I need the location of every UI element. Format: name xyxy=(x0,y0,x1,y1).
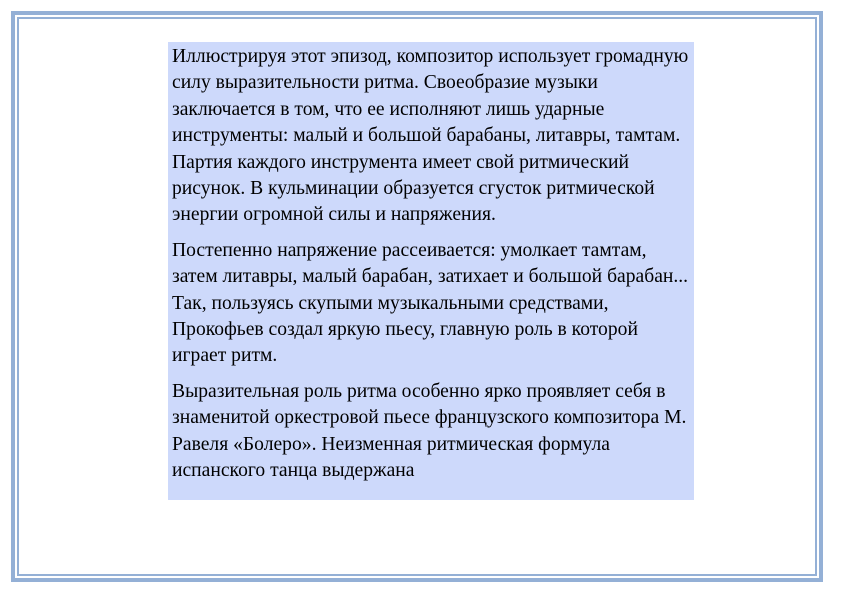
paragraph-1: Иллюстрируя этот эпизод, композитор использует громадную силу выразительности ритма. Своеобразие музыки заключается в том, что ее исполняют лишь ударные инструменты: малый и большой барабаны, литавры, тамтам. Партия каждого инструмента имеет свой ритмический рисунок. В кульминации образуется сгусток ритмической энергии огромной силы и напряжения. xyxy=(172,46,689,226)
text-box xyxy=(168,42,694,500)
paragraph-2: Постепенно напряжение рассеивается: умолкает тамтам, затем литавры, малый барабан, затихает и большой барабан... Так, пользуясь скупыми музыкальными средствами, Прокофьев создал яркую пьесу, главную роль в которой играет ритм. xyxy=(172,239,689,367)
paragraph-3: Выразительная роль ритма особенно ярко проявляет себя в знаменитой оркестровой пьесе французского композитора М. Равеля «Болеро». Неизменная ритмическая формула испанского танца выдержана xyxy=(172,380,687,482)
